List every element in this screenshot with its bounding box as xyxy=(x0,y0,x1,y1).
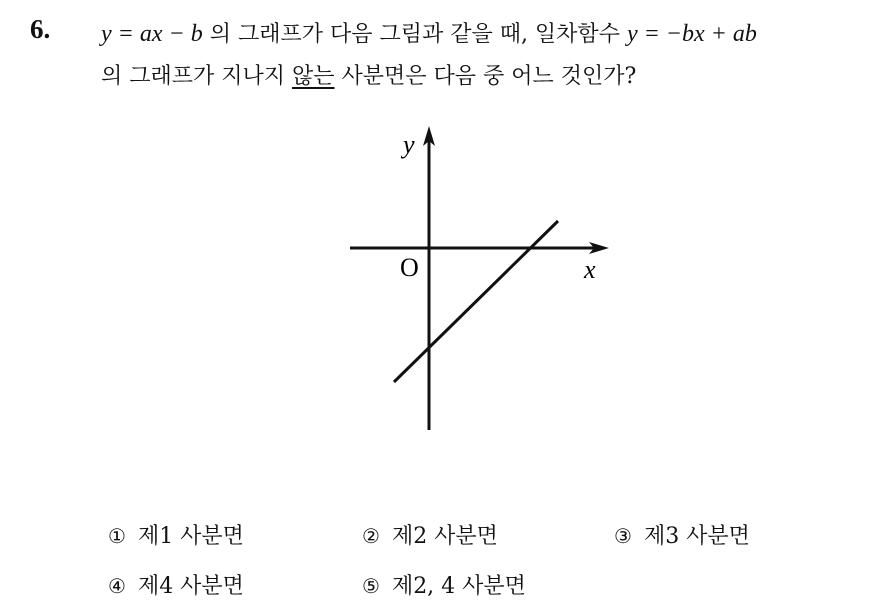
choice-3[interactable] xyxy=(614,519,750,550)
equation-1: y = ax − b xyxy=(101,21,203,47)
question-line-1 xyxy=(101,17,757,48)
choice-1-mark: ① xyxy=(108,524,126,548)
question-number: 6. xyxy=(30,14,51,44)
graph-figure xyxy=(330,118,620,438)
choice-4-mark: ④ xyxy=(108,574,126,598)
choice-2-label: 제2 사분면 xyxy=(391,524,498,549)
question-line-2 xyxy=(101,59,636,90)
origin-label: O xyxy=(400,253,419,282)
question-text-1: 의 그래프가 다음 그림과 같을 때, 일차함수 xyxy=(209,22,620,47)
choice-2[interactable] xyxy=(362,519,498,550)
choice-5[interactable] xyxy=(362,569,526,600)
choice-1[interactable] xyxy=(108,519,244,550)
function-line xyxy=(394,221,558,382)
y-axis-label: y xyxy=(403,130,415,159)
underlined-word: 않는 xyxy=(292,64,335,89)
x-axis-label: x xyxy=(584,255,596,284)
choice-4[interactable] xyxy=(108,569,244,600)
choice-4-label: 제4 사분면 xyxy=(137,574,244,599)
equation-2: y = −bx + ab xyxy=(626,21,757,47)
choice-3-mark: ③ xyxy=(614,524,632,548)
question-text-2b: 사분면은 다음 중 어느 것인가? xyxy=(341,64,637,89)
choice-5-label: 제2, 4 사분면 xyxy=(391,574,526,599)
choice-3-label: 제3 사분면 xyxy=(643,524,750,549)
question-text-2a: 의 그래프가 지나지 xyxy=(101,64,286,89)
choice-2-mark: ② xyxy=(362,524,380,548)
choice-1-label: 제1 사분면 xyxy=(137,524,244,549)
choice-5-mark: ⑤ xyxy=(362,574,380,598)
